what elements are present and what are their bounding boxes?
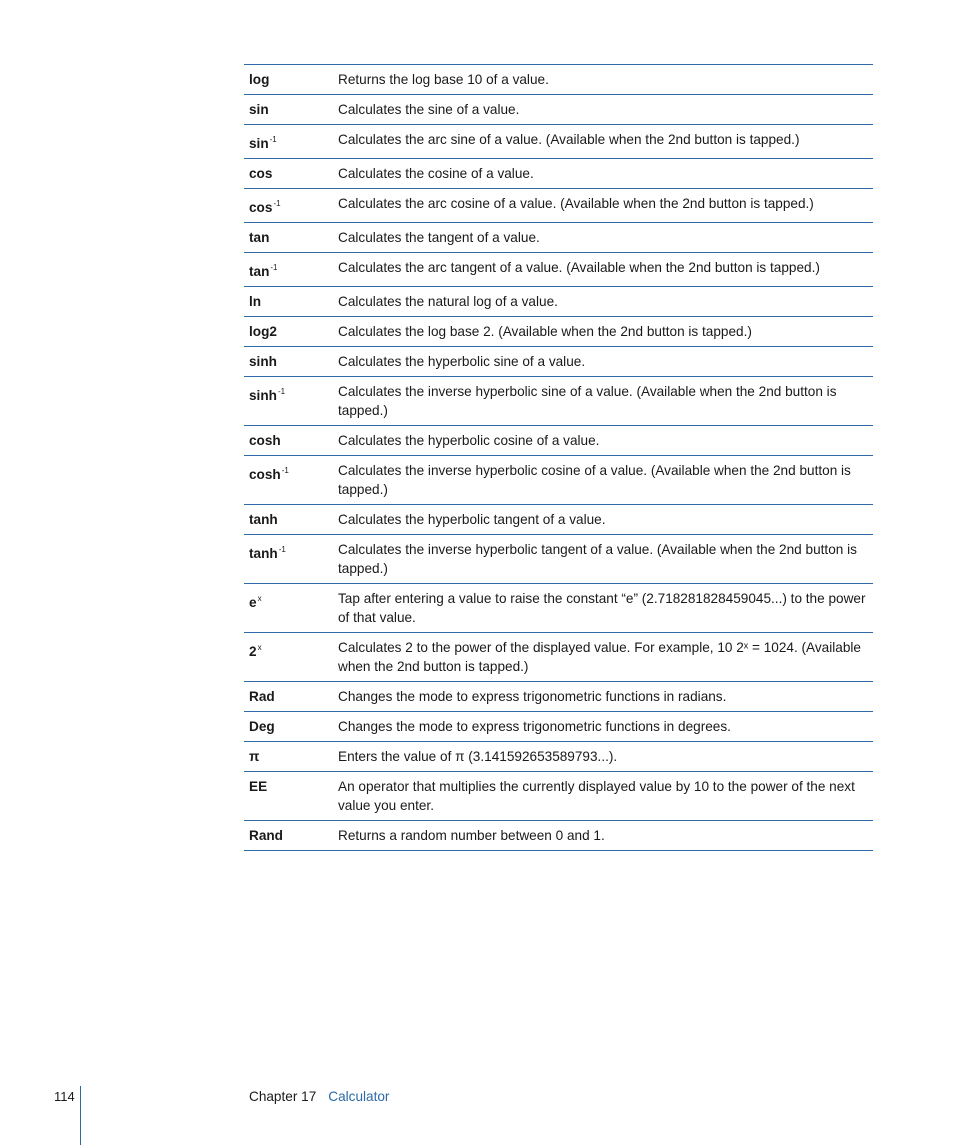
- function-key: [244, 100, 338, 119]
- table-row: [244, 772, 873, 821]
- function-key-label: e: [249, 595, 257, 610]
- function-key: [244, 322, 338, 341]
- table-row: [244, 505, 873, 535]
- function-description: Calculates the arc sine of a value. (Available when the 2nd button is tapped.): [338, 132, 800, 147]
- function-description: Enters the value of π (3.141592653589793...).: [338, 749, 618, 764]
- function-key: [244, 292, 338, 311]
- function-description: Tap after entering a value to raise the constant “e” (2.718281828459045...) to the power of that value.: [338, 591, 866, 625]
- function-key-label: Rand: [249, 828, 283, 843]
- function-key: [244, 540, 338, 578]
- chapter-label: Chapter 17: [249, 1089, 317, 1104]
- function-description: Calculates the natural log of a value.: [338, 294, 558, 309]
- function-key-label: 2: [249, 644, 257, 659]
- function-description: Changes the mode to express trigonometric functions in degrees.: [338, 719, 731, 734]
- function-key-label: log: [249, 72, 270, 87]
- function-description: Calculates 2 to the power of the displayed value. For example, 10 2ˣ = 1024. (Available when the 2nd button is tapped.): [338, 640, 861, 674]
- function-table: [244, 64, 873, 851]
- function-key-label: cos: [249, 200, 273, 215]
- table-row: [244, 456, 873, 505]
- table-row: [244, 189, 873, 223]
- function-key-label: tanh: [249, 512, 278, 527]
- function-key-label: EE: [249, 779, 268, 794]
- function-key-label: tan: [249, 230, 270, 245]
- function-key-label: cosh: [249, 433, 281, 448]
- function-key: [244, 164, 338, 183]
- function-key-superscript: -1: [273, 199, 281, 208]
- table-row: [244, 535, 873, 584]
- function-key-label: Deg: [249, 719, 275, 734]
- function-key-label: tan: [249, 264, 270, 279]
- function-key-superscript: x: [257, 643, 262, 652]
- function-description: Changes the mode to express trigonometric functions in radians.: [338, 689, 727, 704]
- function-key: [244, 826, 338, 845]
- table-row: [244, 159, 873, 189]
- function-description: Calculates the sine of a value.: [338, 102, 520, 117]
- function-key: [244, 431, 338, 450]
- function-key: [244, 461, 338, 499]
- function-key-label: sin: [249, 136, 269, 151]
- function-key-label: sinh: [249, 354, 277, 369]
- function-key-label: tanh: [249, 546, 278, 561]
- table-row: [244, 347, 873, 377]
- function-key-superscript: -1: [281, 466, 289, 475]
- table-row: [244, 223, 873, 253]
- function-key-label: Rad: [249, 689, 275, 704]
- function-key: [244, 638, 338, 676]
- page-number: 114: [54, 1089, 75, 1104]
- function-description: Calculates the arc cosine of a value. (Available when the 2nd button is tapped.): [338, 196, 814, 211]
- function-key: [244, 747, 338, 766]
- function-key: [244, 382, 338, 420]
- function-key: [244, 228, 338, 247]
- function-key: [244, 70, 338, 89]
- function-description: Returns a random number between 0 and 1.: [338, 828, 605, 843]
- table-row: [244, 712, 873, 742]
- function-key-superscript: -1: [270, 263, 278, 272]
- function-key: [244, 510, 338, 529]
- function-key-label: sinh: [249, 388, 277, 403]
- function-key: [244, 717, 338, 736]
- table-row: [244, 253, 873, 287]
- function-key-superscript: -1: [278, 545, 286, 554]
- footer-chapter: [249, 1088, 389, 1106]
- function-key: [244, 258, 338, 281]
- function-description: Calculates the hyperbolic cosine of a value.: [338, 433, 600, 448]
- table-row: [244, 287, 873, 317]
- function-key: [244, 194, 338, 217]
- function-description: Returns the log base 10 of a value.: [338, 72, 549, 87]
- function-key-superscript: -1: [269, 135, 277, 144]
- function-description: Calculates the hyperbolic tangent of a value.: [338, 512, 606, 527]
- function-description: Calculates the inverse hyperbolic sine of a value. (Available when the 2nd button is tapped.): [338, 384, 837, 418]
- chapter-title[interactable]: Calculator: [328, 1089, 390, 1104]
- table-row: [244, 633, 873, 682]
- function-key-label: cos: [249, 166, 273, 181]
- footer-rule: [80, 1086, 81, 1145]
- table-row: [244, 65, 873, 95]
- table-row: [244, 125, 873, 159]
- function-key-superscript: x: [257, 594, 262, 603]
- function-description: An operator that multiplies the currently displayed value by 10 to the power of the next value you enter.: [338, 779, 855, 813]
- function-key: [244, 777, 338, 815]
- function-key-label: π: [249, 749, 260, 764]
- table-row: [244, 584, 873, 633]
- function-description: Calculates the hyperbolic sine of a value.: [338, 354, 586, 369]
- function-key: [244, 130, 338, 153]
- table-row: [244, 821, 873, 851]
- function-description: Calculates the tangent of a value.: [338, 230, 540, 245]
- function-key-superscript: -1: [277, 387, 286, 396]
- table-row: [244, 317, 873, 347]
- table-row: [244, 377, 873, 426]
- function-description: Calculates the inverse hyperbolic tangent of a value. (Available when the 2nd button is tapped.): [338, 542, 857, 576]
- table-row: [244, 682, 873, 712]
- function-key-label: ln: [249, 294, 262, 309]
- table-row: [244, 742, 873, 772]
- function-key: [244, 352, 338, 371]
- function-description: Calculates the cosine of a value.: [338, 166, 534, 181]
- function-key-label: log2: [249, 324, 277, 339]
- function-description: Calculates the inverse hyperbolic cosine of a value. (Available when the 2nd button is tapped.): [338, 463, 851, 497]
- function-key: [244, 589, 338, 627]
- function-key-label: sin: [249, 102, 269, 117]
- function-description: Calculates the arc tangent of a value. (Available when the 2nd button is tapped.): [338, 260, 820, 275]
- function-key-label: cosh: [249, 467, 281, 482]
- function-description: Calculates the log base 2. (Available when the 2nd button is tapped.): [338, 324, 752, 339]
- table-row: [244, 426, 873, 456]
- function-key: [244, 687, 338, 706]
- table-row: [244, 95, 873, 125]
